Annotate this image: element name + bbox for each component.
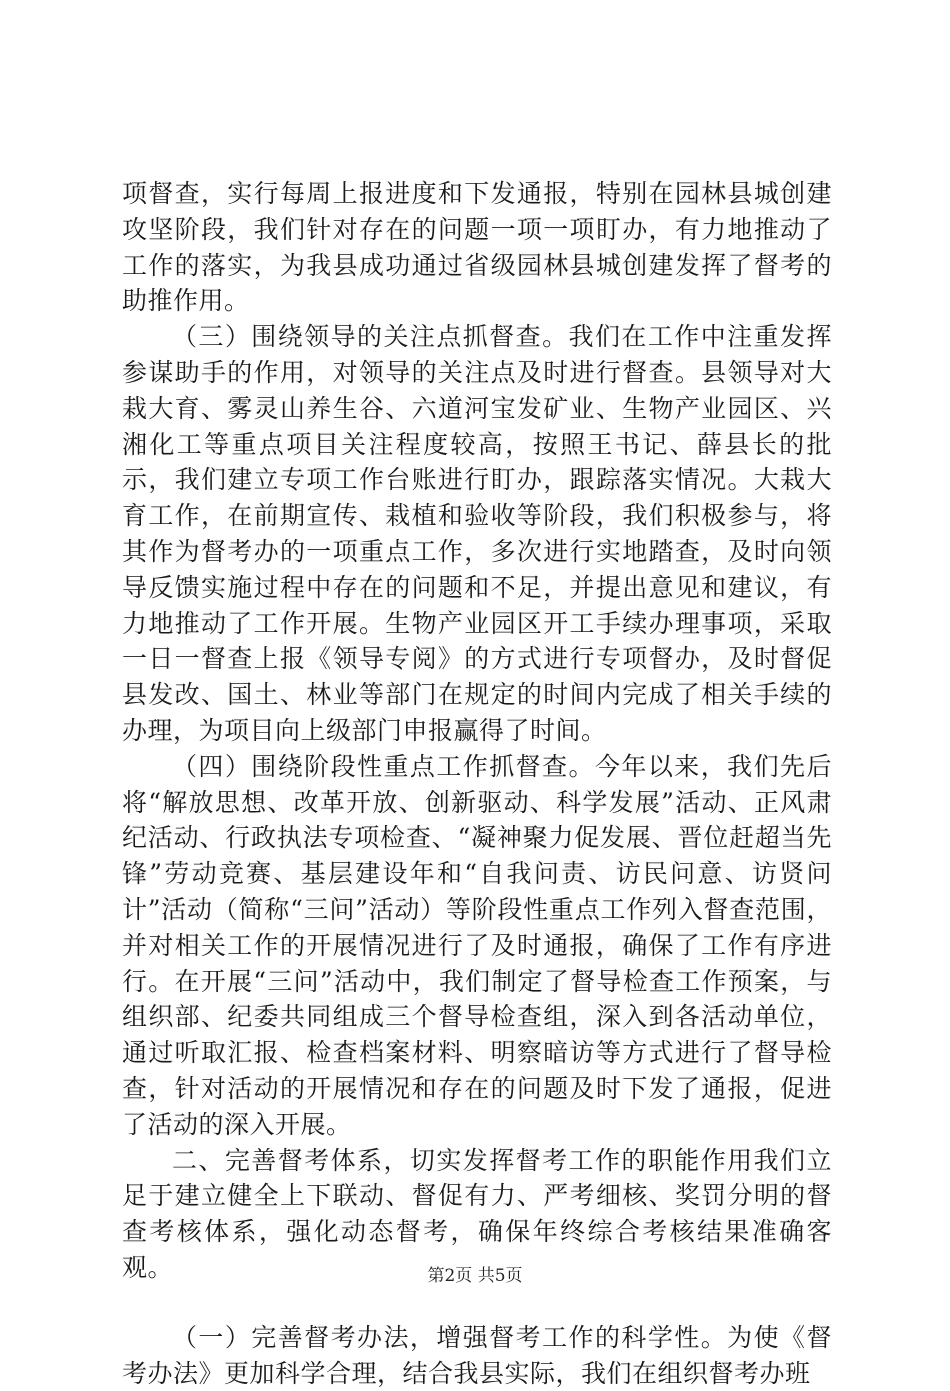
page-number-footer: 第2页 共5页 bbox=[427, 1266, 523, 1286]
paragraph-section-4: （四）围绕阶段性重点工作抓督查。今年以来，我们先后将“解放思想、改革开放、创新驱动、科学发展”活动、正风肃纪活动、行政执法专项检查、“凝神聚力促发展、晋位赶超当先锋”劳动竞赛、基层建设年和“自我问责、访民问意、访贤问计”活动（简称“三问”活动）等阶段性重点工作列入督查范围，并对相关工作的开展情况进行了及时通报，确保了工作有序进行。在开展“三问”活动中，我们制定了督导检查工作预案，与组织部、纪委共同组成三个督导检查组，深入到各活动单位，通过听取汇报、检查档案材料、明察暗访等方式进行了督导检查，针对活动的开展情况和存在的问题及时下发了通报，促进了活动的深入开展。 bbox=[122, 751, 832, 1139]
paragraph-section-3: （三）围绕领导的关注点抓督查。我们在工作中注重发挥参谋助手的作用，对领导的关注点及时进行督查。县领导对大栽大育、雾灵山养生谷、六道河宝发矿业、生物产业园区、兴湘化工等重点项目关注程度较高，按照王书记、薛县长的批示，我们建立专项工作台账进行盯办，跟踪落实情况。大栽大育工作，在前期宣传、栽植和验收等阶段，我们积极参与，将其作为督考办的一项重点工作，多次进行实地踏查，及时向领导反馈实施过程中存在的问题和不足，并提出意见和建议，有力地推动了工作开展。生物产业园区开工手续办理事项，采取一日一督查上报《领导专阅》的方式进行专项督办，及时督促县发改、国土、林业等部门在规定的时间内完成了相关手续的办理，为项目向上级部门申报赢得了时间。 bbox=[122, 322, 832, 745]
paragraph-subsection-1: （一）完善督考办法，增强督考工作的科学性。为使《督考办法》更加科学合理，结合我县实际，我们在组织督考办班 bbox=[122, 1322, 832, 1388]
document-body bbox=[122, 176, 832, 1391]
paragraph-continuation: 项督查，实行每周上报进度和下发通报，特别在园林县城创建攻坚阶段，我们针对存在的问题一项一项盯办，有力地推动了工作的落实，为我县成功通过省级园林县城创建发挥了督考的助推作用。 bbox=[122, 179, 832, 316]
paragraph-heading-2: 二、完善督考体系，切实发挥督考工作的职能作用我们立足于建立健全上下联动、督促有力、严考细核、奖罚分明的督查考核体系，强化动态督考，确保年终综合考核结果准确客观。 bbox=[122, 1145, 832, 1282]
